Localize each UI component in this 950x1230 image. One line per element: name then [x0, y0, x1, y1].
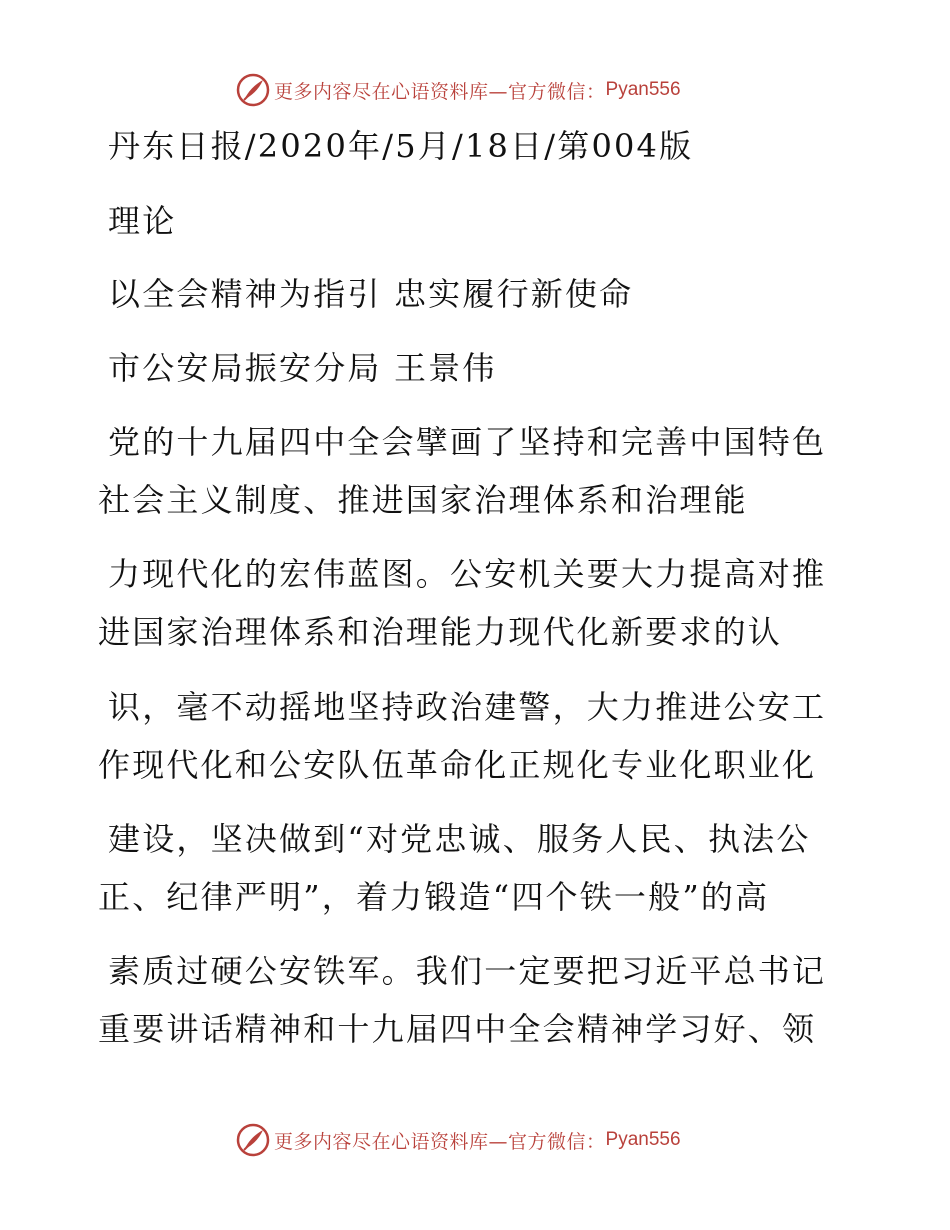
dateline: 丹东日报/2020年/5月/18日/第004版 — [108, 127, 694, 165]
body-line: 重要讲话精神和十九届四中全会精神学习好、领 — [98, 1010, 817, 1048]
quill-logo-icon — [236, 1123, 270, 1157]
header-watermark — [236, 72, 681, 108]
body-line: 识，毫不动摇地坚持政治建警，大力推进公安工 — [108, 688, 827, 726]
quill-logo-icon — [236, 73, 270, 107]
body-line: 素质过硬公安铁军。我们一定要把习近平总书记 — [108, 952, 827, 990]
body-line: 建设，坚决做到“对党忠诚、服务人民、执法公 — [108, 820, 811, 858]
watermark-wechat-id: Pyan556 — [605, 1129, 681, 1150]
section-label: 理论 — [108, 202, 177, 240]
body-line: 作现代化和公安队伍革命化正规化专业化职业化 — [98, 746, 817, 784]
body-line: 社会主义制度、推进国家治理体系和治理能 — [98, 481, 748, 519]
body-line: 进国家治理体系和治理能力现代化新要求的认 — [98, 613, 783, 651]
watermark-wechat-id: Pyan556 — [605, 79, 681, 100]
body-line: 党的十九届四中全会擘画了坚持和完善中国特色 — [108, 423, 827, 461]
footer-watermark — [236, 1122, 681, 1158]
article-title: 以全会精神为指引 忠实履行新使命 — [108, 275, 634, 313]
watermark-text: 更多内容尽在心语资料库—官方微信： — [274, 80, 606, 103]
body-line: 力现代化的宏伟蓝图。公安机关要大力提高对推 — [108, 555, 827, 593]
body-line: 正、纪律严明”，着力锻造“四个铁一般”的高 — [98, 878, 770, 916]
watermark-text: 更多内容尽在心语资料库—官方微信： — [274, 1130, 606, 1153]
article-byline: 市公安局振安分局 王景伟 — [108, 349, 497, 387]
